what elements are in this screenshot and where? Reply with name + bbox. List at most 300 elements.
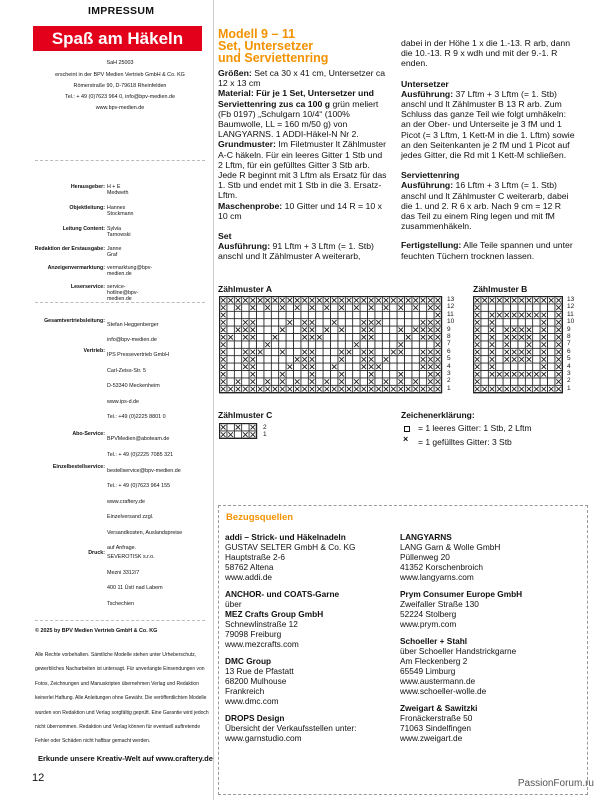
grid-cell: [331, 334, 338, 341]
grid-cell: [227, 356, 234, 363]
filled-cell-icon: ×: [403, 434, 409, 444]
grid-cell: [488, 304, 495, 311]
chart-a-grid: [219, 296, 443, 394]
grid-cell: [279, 334, 286, 341]
grid-cell: [264, 348, 271, 355]
supplier-link[interactable]: www.austermann.de: [400, 676, 476, 686]
grid-cell: [353, 319, 360, 326]
filled-cell: [362, 387, 367, 392]
filled-cell: [221, 357, 226, 362]
grid-cell: [375, 334, 382, 341]
grid-cell: [540, 378, 547, 385]
grid-cell: [375, 304, 382, 311]
filled-cell: [490, 335, 495, 340]
filled-cell: [556, 372, 561, 377]
grid-cell: [390, 326, 397, 333]
entry-key: Anzeigenvermarktung:: [47, 265, 105, 271]
filled-cell: [556, 320, 561, 325]
section-untersetzer: Untersetzer: [401, 78, 449, 89]
filled-cell: [354, 387, 359, 392]
line: Zweifaller Straße 130: [400, 599, 479, 609]
line: www.ips-d.de: [107, 398, 140, 405]
filled-cell: [421, 350, 426, 355]
grid-cell: [503, 363, 510, 370]
row-number: 1: [447, 384, 451, 392]
line: Fehler oder Schäden nicht haftbar gemacht werden.: [35, 738, 151, 745]
grid-cell: [316, 371, 323, 378]
grid-cell: [345, 356, 352, 363]
filled-cell: [534, 313, 539, 318]
title-line: und Serviettenring: [218, 51, 329, 65]
grid-cell: [375, 378, 382, 385]
filled-cell: [369, 328, 374, 333]
filled-cell: [556, 342, 561, 347]
grid-cell: [294, 371, 301, 378]
line: SEVEROTISK s.r.o.: [107, 554, 155, 560]
grid-cell: [533, 356, 540, 363]
supplier-link[interactable]: www.prym.com: [400, 619, 457, 629]
filled-cell: [288, 298, 293, 303]
row-number: 12: [567, 303, 575, 311]
grid-cell: [496, 348, 503, 355]
grid-cell: [249, 311, 256, 318]
divider: [35, 160, 205, 161]
filled-cell: [317, 298, 322, 303]
row-number: 3: [567, 370, 571, 378]
grid-cell: [286, 326, 293, 333]
para-set-cont: dabei in der Höhe 1 x die 1.-13. R arb, dann die 10.-13. R 9 x wdh und mit der 9.-1. R enden.: [401, 38, 571, 69]
grid-cell: [518, 304, 525, 311]
grid-cell: [227, 304, 234, 311]
filled-cell: [436, 320, 441, 325]
grid-cell: [405, 304, 412, 311]
grid-cell: [264, 356, 271, 363]
grid-cell: [227, 363, 234, 370]
line: 52224 Stolberg: [400, 609, 457, 619]
line: über Schoeller Handstrickgarne: [400, 646, 517, 656]
line: LANG Garn & Wolle GmbH: [400, 542, 501, 552]
filled-cell: [505, 342, 510, 347]
grid-cell: [294, 348, 301, 355]
row-number: 4: [447, 362, 451, 370]
line: Alle Rechte vorbehalten. Sämtliche Modelle stehen unter Urheberschutz,: [35, 652, 197, 658]
filled-cell: [384, 305, 389, 310]
filled-cell: [369, 357, 374, 362]
grid-cell: [264, 326, 271, 333]
filled-cell: [265, 342, 270, 347]
filled-cell: [556, 328, 561, 333]
grid-cell: [533, 326, 540, 333]
grid-cell: [331, 348, 338, 355]
grid-cell: [345, 378, 352, 385]
line: gewerbliches Nacharbeiten ist untersagt. Für unverlangte Einsendungen von: [35, 666, 205, 673]
legend-empty: = 1 leeres Gitter: 1 Stb, 2 Lftm: [418, 423, 532, 433]
filled-cell: [475, 335, 480, 340]
grid-cell: [496, 326, 503, 333]
empty-cell-icon: [404, 426, 410, 432]
grid-cell: [301, 378, 308, 385]
grid-cell: [257, 356, 264, 363]
grid-cell: [323, 341, 330, 348]
grid-cell: [405, 363, 412, 370]
grid-cell: [390, 371, 397, 378]
filled-cell: [310, 357, 315, 362]
grid-cell: [548, 319, 555, 326]
supplier-link[interactable]: www.zweigart.de: [400, 733, 463, 743]
filled-cell: [243, 387, 248, 392]
filled-cell: [519, 298, 524, 303]
filled-cell: [347, 298, 352, 303]
filled-cell: [265, 305, 270, 310]
grid-cell: [533, 378, 540, 385]
grid-cell: [412, 311, 419, 318]
filled-cell: [332, 365, 337, 370]
grid-cell: [294, 363, 301, 370]
filled-cell: [527, 350, 532, 355]
grid-cell: [301, 304, 308, 311]
row-number: 12: [447, 303, 455, 311]
grid-cell: [271, 341, 278, 348]
grid-cell: [390, 334, 397, 341]
grid-cell: [316, 378, 323, 385]
chart-b-row-numbers: [567, 296, 574, 392]
filled-cell: [542, 350, 547, 355]
grid-cell: [412, 356, 419, 363]
grid-cell: [353, 311, 360, 318]
grid-cell: [323, 348, 330, 355]
grid-cell: [427, 341, 434, 348]
filled-cell: [490, 342, 495, 347]
entry-value: [107, 318, 159, 348]
grid-cell: [382, 363, 389, 370]
filled-cell: [556, 365, 561, 370]
filled-cell: [527, 335, 532, 340]
grid-cell: [382, 348, 389, 355]
filled-cell: [339, 379, 344, 384]
line: Tel.: + 49 (0)7623 964 155: [107, 483, 171, 490]
filled-cell: [325, 298, 330, 303]
supplier-link[interactable]: www.garnstudio.com: [225, 733, 302, 743]
grid-cell: [390, 304, 397, 311]
filled-cell: [280, 372, 285, 377]
brand-logo: Spaß am Häkeln: [33, 26, 202, 51]
chart-c-title: Zählmuster C: [218, 410, 273, 420]
filled-cell: [362, 298, 367, 303]
grid-cell: [353, 348, 360, 355]
filled-cell: [384, 357, 389, 362]
filled-cell: [369, 372, 374, 377]
filled-cell: [475, 342, 480, 347]
grid-cell: [338, 341, 345, 348]
filled-cell: [384, 298, 389, 303]
filled-cell: [406, 387, 411, 392]
filled-cell: [325, 387, 330, 392]
filled-cell: [243, 357, 248, 362]
entry-key: Objektleitung:: [69, 205, 105, 211]
filled-cell: [542, 320, 547, 325]
filled-cell: [384, 379, 389, 384]
supplier-name: Prym Consumer Europe GmbH: [400, 589, 523, 599]
filled-cell: [421, 335, 426, 340]
grid-cell: [345, 311, 352, 318]
filled-cell: [288, 365, 293, 370]
grid-cell: [316, 319, 323, 326]
row-number: 2: [567, 377, 571, 385]
filled-cell: [556, 298, 561, 303]
grid-cell: [511, 304, 518, 311]
filled-cell: [228, 432, 233, 437]
grid-cell: [331, 326, 338, 333]
filled-cell: [391, 350, 396, 355]
grid-cell: [412, 363, 419, 370]
entry-key: Leitung Content:: [62, 226, 105, 232]
line: Tel.: + 49 (0)2225 7085 321: [107, 452, 174, 458]
grid-cell: [419, 341, 426, 348]
grid-cell: [496, 319, 503, 326]
grid-cell: [518, 319, 525, 326]
filled-cell: [519, 350, 524, 355]
filled-cell: [428, 365, 433, 370]
filled-cell: [505, 357, 510, 362]
grid-cell: [397, 319, 404, 326]
grid-cell: [345, 334, 352, 341]
filled-cell: [376, 298, 381, 303]
grid-cell: [397, 363, 404, 370]
grid-cell: [257, 304, 264, 311]
entry-key: Druck:: [88, 550, 105, 556]
filled-cell: [369, 305, 374, 310]
grid-cell: [323, 371, 330, 378]
grid-cell: [548, 378, 555, 385]
filled-cell: [490, 372, 495, 377]
row-number: 13: [567, 296, 575, 303]
filled-cell: [475, 379, 480, 384]
supplier-link[interactable]: www.langyarns.com: [400, 572, 474, 582]
grid-cell: [533, 363, 540, 370]
filled-cell: [436, 379, 441, 384]
filled-cell: [251, 432, 256, 437]
para-serviettenring: Ausführung: 16 Lftm + 3 Lftm (= 1. Stb) anschl und lt Zählmuster C weiterarb, dabei die 1. und 2. R 6 x arb. Nach 9 cm = 12 R das Teil zu einem Ring legen und mit fM zusammenhäkeln.: [401, 180, 569, 232]
grid-cell: [533, 334, 540, 341]
filled-cell: [302, 320, 307, 325]
filled-cell: [228, 335, 233, 340]
para-set: Ausführung: 91 Lftm + 3 Lftm (= 1. Stb) anschl und lt Zählmuster A weiterarb,: [218, 241, 374, 262]
supplier-link[interactable]: www.mezcrafts.com: [225, 639, 299, 649]
grid-cell: [316, 311, 323, 318]
filled-cell: [228, 387, 233, 392]
filled-cell: [295, 379, 300, 384]
grid-cell: [375, 348, 382, 355]
filled-cell: [332, 387, 337, 392]
filled-cell: [310, 305, 315, 310]
filled-cell: [310, 335, 315, 340]
row-number: 11: [567, 310, 574, 318]
grid-cell: [338, 311, 345, 318]
filled-cell: [527, 387, 532, 392]
grid-cell: [481, 378, 488, 385]
filled-cell: [221, 298, 226, 303]
grid-cell: [548, 371, 555, 378]
legal-text: [35, 648, 213, 749]
grid-cell: [227, 311, 234, 318]
filled-cell: [221, 365, 226, 370]
grid-cell: [294, 311, 301, 318]
filled-cell: [413, 387, 418, 392]
filled-cell: [505, 335, 510, 340]
grid-cell: [419, 371, 426, 378]
grid-cell: [234, 431, 241, 438]
grid-cell: [234, 371, 241, 378]
filled-cell: [399, 328, 404, 333]
line: über: [225, 599, 242, 609]
grid-cell: [518, 378, 525, 385]
filled-cell: [221, 350, 226, 355]
entry-key: Leserservice:: [70, 284, 105, 290]
filled-cell: [399, 305, 404, 310]
filled-cell: [221, 320, 226, 325]
filled-cell: [302, 335, 307, 340]
filled-cell: [362, 328, 367, 333]
grid-cell: [481, 348, 488, 355]
grid-cell: [390, 311, 397, 318]
filled-cell: [497, 372, 502, 377]
grid-cell: [481, 326, 488, 333]
filled-cell: [317, 335, 322, 340]
filled-cell: [475, 387, 480, 392]
grid-cell: [496, 334, 503, 341]
para-untersetzer: Ausführung: 37 Lftm + 3 Lftm (= 1. Stb) anschl und lt Zählmuster B 13 R arb. Zum Schluss das ganze Teil wie folgt umhäkeln: an der Ober- und Unterseite je 3 fM und 1 Picot (= 3 Lftm, 1 Kett-M in die 1. Lftm) sowie an den Seitenkanten je 2 fM und 1 Picot auf jedes Gitter, die Rd mit 1 Kett-M schließen.: [401, 88, 575, 161]
filled-cell: [505, 328, 510, 333]
filled-cell: [505, 387, 510, 392]
grid-cell: [257, 311, 264, 318]
divider: [35, 620, 205, 621]
grid-cell: [412, 319, 419, 326]
line: 79098 Freiburg: [225, 629, 282, 639]
grid-cell: [412, 371, 419, 378]
title-line: Set, Untersetzer: [218, 39, 314, 53]
legend-title: Zeichenerklärung:: [401, 410, 475, 420]
grid-cell: [286, 356, 293, 363]
line: 41352 Korschenbroich: [400, 562, 484, 572]
grid-cell: [286, 311, 293, 318]
entry-value: H + E Medweth: [107, 184, 129, 196]
grid-cell: [294, 334, 301, 341]
supplier-link[interactable]: www.dmc.com: [225, 696, 279, 706]
filled-cell: [243, 350, 248, 355]
filled-cell: [436, 342, 441, 347]
grid-cell: [345, 371, 352, 378]
supplier-link[interactable]: www.addi.de: [225, 572, 273, 582]
filled-cell: [519, 335, 524, 340]
grid-cell: [382, 341, 389, 348]
filled-cell: [310, 328, 315, 333]
line: Fronäckerstraße 50: [400, 713, 473, 723]
filled-cell: [280, 350, 285, 355]
grid-cell: [503, 378, 510, 385]
filled-cell: [325, 379, 330, 384]
supplier-link[interactable]: www.schoeller-wolle.de: [400, 686, 487, 696]
grid-cell: [323, 319, 330, 326]
grid-cell: [338, 363, 345, 370]
filled-cell: [354, 379, 359, 384]
grid-cell: [368, 341, 375, 348]
grid-cell: [511, 378, 518, 385]
filled-cell: [288, 320, 293, 325]
filled-cell: [519, 328, 524, 333]
suppliers-col2: [400, 532, 580, 743]
grid-cell: [405, 371, 412, 378]
line: Tschechien: [107, 600, 134, 607]
grid-cell: [271, 348, 278, 355]
page-number: 12: [32, 772, 45, 784]
line: keinerlei Haftung. Alle Anleitungen ohne Gewähr. Die veröffentlichten Modelle: [35, 695, 207, 702]
grid-cell: [360, 371, 367, 378]
grid-cell: [338, 334, 345, 341]
supplier: [400, 589, 580, 629]
row-number: 11: [447, 310, 454, 318]
grid-cell: [257, 378, 264, 385]
entry-value: [107, 348, 169, 426]
filled-cell: [376, 320, 381, 325]
line: Carl-Zeiss-Str. 5: [107, 367, 146, 374]
filled-cell: [347, 387, 352, 392]
grid-cell: [286, 341, 293, 348]
grid-cell: [257, 326, 264, 333]
line: Mezni 3312/7: [107, 569, 140, 576]
filled-cell: [310, 379, 315, 384]
filled-cell: [376, 387, 381, 392]
grid-cell: [323, 311, 330, 318]
row-number: 2: [447, 377, 451, 385]
line: Übersicht der Verkaufsstellen unter:: [225, 723, 357, 733]
grid-cell: [496, 304, 503, 311]
grid-cell: [518, 363, 525, 370]
grid-cell: [405, 356, 412, 363]
suppliers-title: Bezugsquellen: [226, 512, 294, 523]
filled-cell: [527, 298, 532, 303]
filled-cell: [251, 379, 256, 384]
filled-cell: [490, 328, 495, 333]
grid-cell: [264, 363, 271, 370]
grid-cell: [511, 363, 518, 370]
filled-cell: [369, 387, 374, 392]
grid-cell: [286, 371, 293, 378]
grid-cell: [353, 363, 360, 370]
entry-value: Sylvia Tarnowski: [107, 226, 131, 238]
line: Frankreich: [225, 686, 265, 696]
filled-cell: [413, 379, 418, 384]
grid-cell: [412, 341, 419, 348]
grid-cell: [227, 424, 234, 431]
grid-cell: [242, 304, 249, 311]
grid-cell: [234, 363, 241, 370]
filled-cell: [376, 365, 381, 370]
column-divider: [213, 0, 214, 800]
row-number: 6: [567, 347, 571, 355]
grid-cell: [286, 378, 293, 385]
grid-cell: [345, 363, 352, 370]
filled-cell: [534, 298, 539, 303]
filled-cell: [413, 328, 418, 333]
grid-cell: [316, 326, 323, 333]
filled-cell: [542, 313, 547, 318]
filled-cell: [490, 320, 495, 325]
entry-value: service-hotline@bpv-medien.de: [107, 284, 139, 302]
filled-cell: [436, 335, 441, 340]
para-fertig: Fertigstellung: Alle Teile spannen und unter feuchten Tüchern trocknen lassen.: [401, 240, 573, 261]
grid-cell: [488, 378, 495, 385]
chart-a-title: Zählmuster A: [218, 284, 273, 294]
